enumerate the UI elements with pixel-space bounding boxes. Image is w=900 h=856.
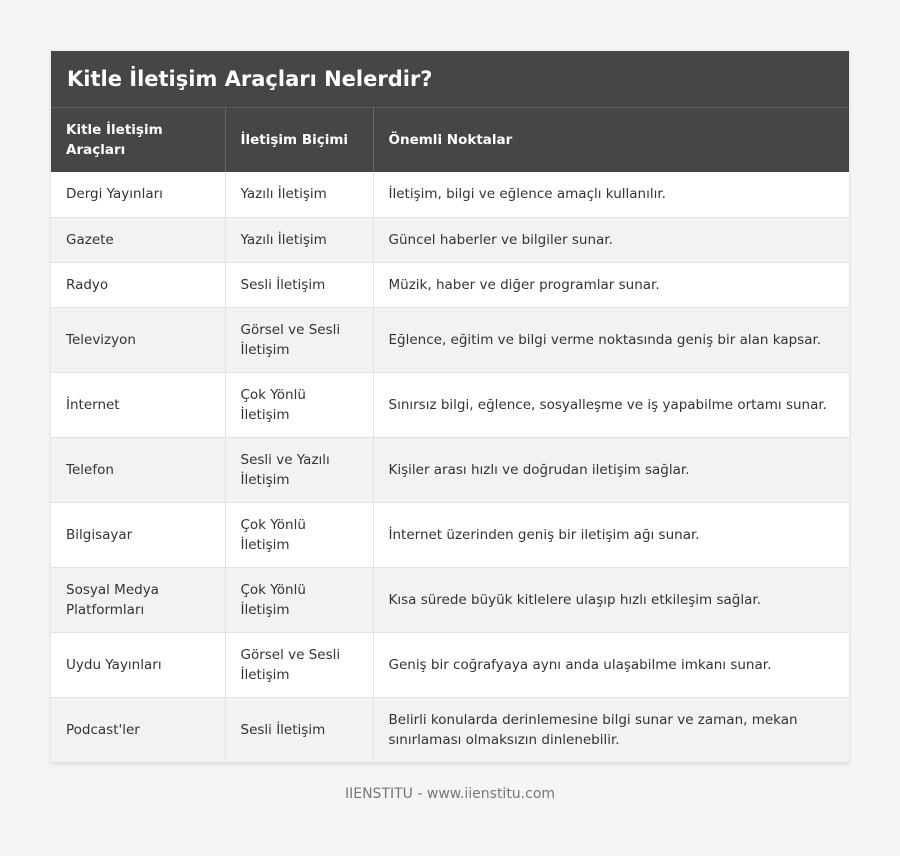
table-title: Kitle İletişim Araçları Nelerdir? [51,51,849,108]
cell-notes: Geniş bir coğrafyaya aynı anda ulaşabilme imkanı sunar. [373,632,849,697]
cell-type: Çok Yönlü İletişim [225,502,373,567]
cell-tool: Sosyal Medya Platformları [51,567,225,632]
cell-notes: Eğlence, eğitim ve bilgi verme noktasında geniş bir alan kapsar. [373,307,849,372]
cell-type: Çok Yönlü İletişim [225,567,373,632]
table-row [51,567,849,632]
table-row [51,172,849,217]
cell-tool: İnternet [51,372,225,437]
cell-type: Çok Yönlü İletişim [225,372,373,437]
cell-type: Görsel ve Sesli İletişim [225,307,373,372]
footer-credit: IIENSTITU - www.iienstitu.com [344,786,556,802]
cell-type: Sesli İletişim [225,262,373,307]
cell-type: Görsel ve Sesli İletişim [225,632,373,697]
table-row [51,632,849,697]
cell-tool: Uydu Yayınları [51,632,225,697]
cell-notes: Kişiler arası hızlı ve doğrudan iletişim sağlar. [373,437,849,502]
cell-type: Sesli İletişim [225,697,373,762]
cell-tool: Radyo [51,262,225,307]
table-row [51,502,849,567]
data-table [51,108,849,763]
cell-type: Sesli ve Yazılı İletişim [225,437,373,502]
cell-tool: Televizyon [51,307,225,372]
table-row [51,697,849,762]
table-row [51,262,849,307]
header-row [51,108,849,172]
cell-tool: Telefon [51,437,225,502]
cell-tool: Dergi Yayınları [51,172,225,217]
table-row [51,307,849,372]
column-header-tool: Kitle İletişim Araçları [51,108,225,172]
cell-type: Yazılı İletişim [225,217,373,262]
table-card [51,51,849,763]
cell-notes: İletişim, bilgi ve eğlence amaçlı kullanılır. [373,172,849,217]
cell-type: Yazılı İletişim [225,172,373,217]
cell-tool: Podcast'ler [51,697,225,762]
table-row [51,437,849,502]
cell-notes: Kısa sürede büyük kitlelere ulaşıp hızlı etkileşim sağlar. [373,567,849,632]
cell-notes: Müzik, haber ve diğer programlar sunar. [373,262,849,307]
cell-notes: İnternet üzerinden geniş bir iletişim ağı sunar. [373,502,849,567]
table-row [51,217,849,262]
cell-notes: Belirli konularda derinlemesine bilgi sunar ve zaman, mekan sınırlaması olmaksızın dinlenebilir. [373,697,849,762]
cell-tool: Bilgisayar [51,502,225,567]
cell-notes: Güncel haberler ve bilgiler sunar. [373,217,849,262]
cell-notes: Sınırsız bilgi, eğlence, sosyalleşme ve iş yapabilme ortamı sunar. [373,372,849,437]
column-header-notes: Önemli Noktalar [373,108,849,172]
cell-tool: Gazete [51,217,225,262]
table-row [51,372,849,437]
column-header-type: İletişim Biçimi [225,108,373,172]
